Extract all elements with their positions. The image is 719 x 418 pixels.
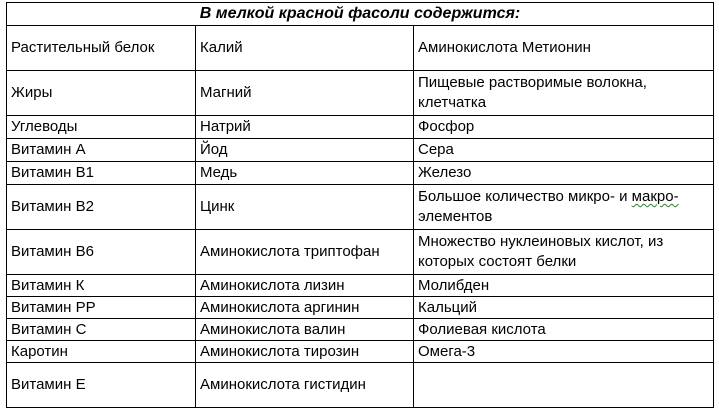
table-cell: Аминокислота аргинин	[196, 297, 414, 319]
table-row	[7, 297, 714, 319]
table-cell: Витамин А	[7, 139, 196, 162]
table-cell: Витамин В6	[7, 230, 196, 275]
table-row	[7, 162, 714, 185]
table-cell: Большое количество микро- и макро- элементов	[414, 185, 714, 230]
table-title: В мелкой красной фасоли содержится:	[7, 3, 714, 26]
table-cell: Омега-3	[414, 341, 714, 363]
table-cell: Жиры	[7, 71, 196, 116]
table-cell: Витамин РР	[7, 297, 196, 319]
table-cell: Аминокислота валин	[196, 319, 414, 341]
table-cell: Аминокислота тирозин	[196, 341, 414, 363]
table-cell: Аминокислота лизин	[196, 275, 414, 297]
table-cell: Медь	[196, 162, 414, 185]
table-cell: Витамин К	[7, 275, 196, 297]
table-cell: Аминокислота триптофан	[196, 230, 414, 275]
table-cell: Йод	[196, 139, 414, 162]
table-row	[7, 26, 714, 71]
table-row	[7, 116, 714, 139]
table-row	[7, 185, 714, 230]
table-row	[7, 230, 714, 275]
table-cell: Витамин В2	[7, 185, 196, 230]
table-row	[7, 319, 714, 341]
table-cell: Витамин Е	[7, 363, 196, 408]
table-cell: Каротин	[7, 341, 196, 363]
table-cell: Цинк	[196, 185, 414, 230]
table-cell: Кальций	[414, 297, 714, 319]
table-row	[7, 71, 714, 116]
table-cell: Фолиевая кислота	[414, 319, 714, 341]
table-cell: Молибден	[414, 275, 714, 297]
table-cell: Витамин С	[7, 319, 196, 341]
table-row	[7, 139, 714, 162]
table-cell: Растительный белок	[7, 26, 196, 71]
table-row	[7, 363, 714, 408]
table-cell: Калий	[196, 26, 414, 71]
table-cell: Сера	[414, 139, 714, 162]
table-cell: Аминокислота Метионин	[414, 26, 714, 71]
table-cell: Железо	[414, 162, 714, 185]
table-cell: Натрий	[196, 116, 414, 139]
table-cell: Фосфор	[414, 116, 714, 139]
table-cell: Пищевые растворимые волокна, клетчатка	[414, 71, 714, 116]
table-cell: Множество нуклеиновых кислот, из которых состоят белки	[414, 230, 714, 275]
table-title-row	[7, 3, 714, 26]
table-row	[7, 341, 714, 363]
table-row	[7, 275, 714, 297]
spellcheck-underline: макро-	[631, 188, 679, 205]
nutrient-table	[6, 2, 714, 408]
table-cell: Магний	[196, 71, 414, 116]
table-cell	[414, 363, 714, 408]
table-cell: Витамин В1	[7, 162, 196, 185]
table-cell: Углеводы	[7, 116, 196, 139]
table-cell: Аминокислота гистидин	[196, 363, 414, 408]
